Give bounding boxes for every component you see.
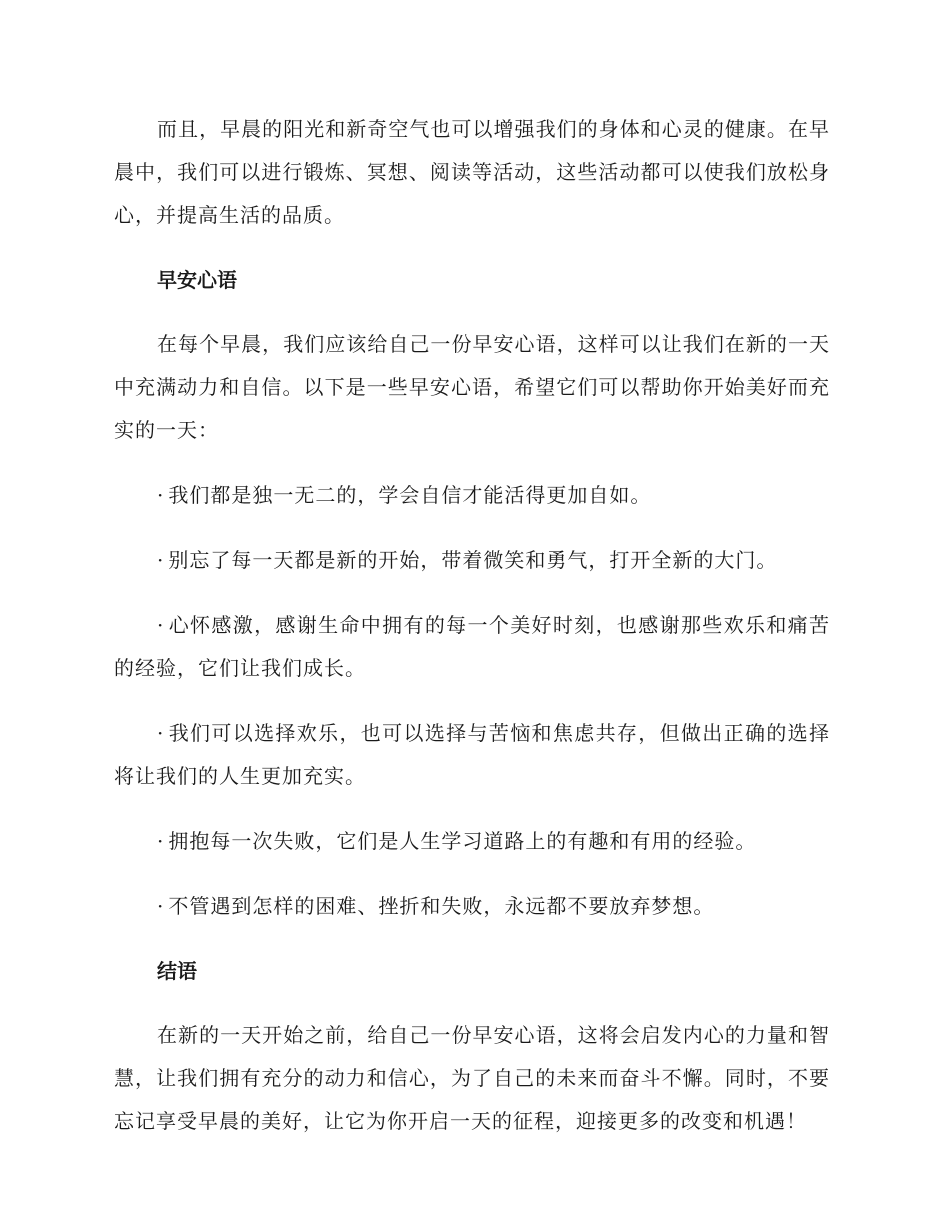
bullet-marker: ·	[157, 721, 165, 745]
bullet-marker: ·	[157, 894, 165, 918]
section-heading-conclusion: 结语	[157, 959, 197, 983]
list-item	[114, 712, 830, 798]
section-paragraph-conclusion: 在新的一天开始之前，给自己一份早安心语，这将会启发内心的力量和智慧，让我们拥有充分的动力和信心，为了自己的未来而奋斗不懈。同时，不要忘记享受早晨的美好，让它为你开启一天的征程，迎接更多的改变和机遇！	[114, 1023, 830, 1133]
list-item	[114, 604, 830, 690]
list-item-text: 心怀感激，感谢生命中拥有的每一个美好时刻，也感谢那些欢乐和痛苦的经验，它们让我们成长。	[114, 613, 830, 680]
list-item-text: 不管遇到怎样的困难、挫折和失败，永远都不要放弃梦想。	[168, 894, 715, 918]
morning-words-list	[114, 474, 830, 928]
list-item-text: 我们都是独一无二的，学会自信才能活得更加自如。	[168, 483, 652, 507]
list-item	[114, 820, 830, 863]
list-item-text: 我们可以选择欢乐，也可以选择与苦恼和焦虑共存，但做出正确的选择将让我们的人生更加充实。	[114, 721, 830, 788]
bullet-marker: ·	[157, 483, 165, 507]
bullet-marker: ·	[157, 613, 165, 637]
bullet-marker: ·	[157, 829, 165, 853]
list-item	[114, 885, 830, 928]
bullet-marker: ·	[157, 548, 165, 572]
list-item	[114, 474, 830, 517]
list-item-text: 别忘了每一天都是新的开始，带着微笑和勇气，打开全新的大门。	[168, 548, 778, 572]
section-paragraph-morning-words: 在每个早晨，我们应该给自己一份早安心语，这样可以让我们在新的一天中充满动力和自信。以下是一些早安心语，希望它们可以帮助你开始美好而充实的一天：	[114, 332, 830, 442]
section-heading-morning-words: 早安心语	[157, 268, 237, 292]
intro-paragraph: 而且，早晨的阳光和新奇空气也可以增强我们的身体和心灵的健康。在早晨中，我们可以进行锻炼、冥想、阅读等活动，这些活动都可以使我们放松身心，并提高生活的品质。	[114, 117, 830, 227]
list-item	[114, 539, 830, 582]
list-item-text: 拥抱每一次失败，它们是人生学习道路上的有趣和有用的经验。	[168, 829, 757, 853]
document-page	[114, 108, 830, 1165]
